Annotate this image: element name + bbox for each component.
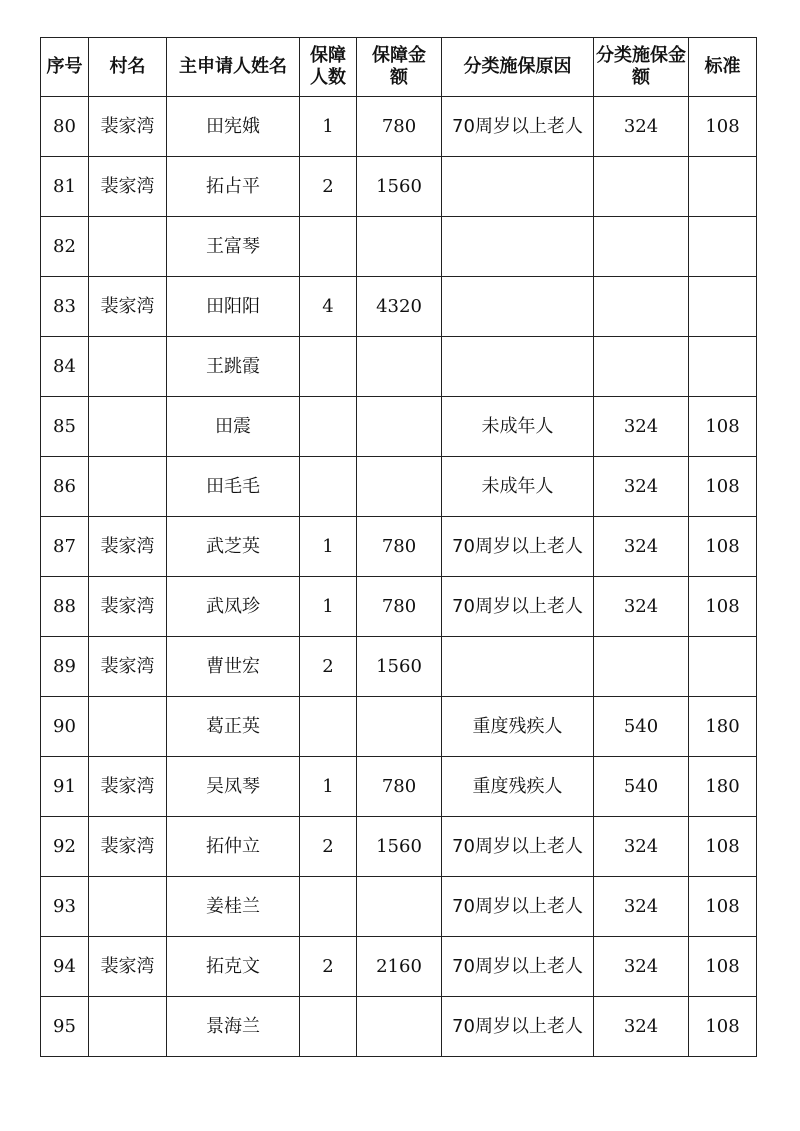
cell-amount [357,997,442,1057]
cell-village [89,697,167,757]
cell-reason [442,217,594,277]
cell-count: 1 [300,97,357,157]
cell-applicant-name: 田毛毛 [167,457,300,517]
table-header [41,38,757,97]
cell-applicant-name: 田阳阳 [167,277,300,337]
cell-count [300,877,357,937]
table-row [41,817,757,877]
cell-count: 1 [300,517,357,577]
cell-seq: 86 [41,457,89,517]
cell-class-amount: 324 [594,517,689,577]
cell-amount [357,217,442,277]
cell-amount [357,337,442,397]
cell-seq: 87 [41,517,89,577]
cell-applicant-name: 景海兰 [167,997,300,1057]
table-row [41,997,757,1057]
cell-amount: 1560 [357,157,442,217]
cell-class-amount [594,217,689,277]
cell-class-amount: 324 [594,817,689,877]
cell-village: 裴家湾 [89,577,167,637]
cell-amount [357,457,442,517]
cell-applicant-name: 吴凤琴 [167,757,300,817]
cell-count: 2 [300,157,357,217]
cell-seq: 93 [41,877,89,937]
cell-reason [442,157,594,217]
cell-standard: 108 [689,817,757,877]
cell-class-amount [594,277,689,337]
cell-reason: 70周岁以上老人 [442,937,594,997]
cell-count: 2 [300,817,357,877]
cell-seq: 82 [41,217,89,277]
cell-applicant-name: 拓仲立 [167,817,300,877]
cell-village [89,337,167,397]
cell-village: 裴家湾 [89,937,167,997]
cell-village [89,457,167,517]
table-row [41,397,757,457]
cell-class-amount: 324 [594,937,689,997]
cell-standard: 108 [689,877,757,937]
header-class-amount: 分类施保金额 [594,38,689,97]
assistance-table [40,37,757,1057]
cell-seq: 94 [41,937,89,997]
cell-count [300,397,357,457]
cell-reason: 70周岁以上老人 [442,877,594,937]
cell-count: 2 [300,937,357,997]
cell-standard [689,637,757,697]
cell-reason [442,337,594,397]
cell-amount [357,697,442,757]
cell-reason: 70周岁以上老人 [442,577,594,637]
table-row [41,757,757,817]
table-row [41,877,757,937]
cell-count: 1 [300,577,357,637]
table-row [41,97,757,157]
cell-standard [689,277,757,337]
table-row [41,517,757,577]
cell-reason: 重度残疾人 [442,697,594,757]
cell-applicant-name: 姜桂兰 [167,877,300,937]
cell-amount: 4320 [357,277,442,337]
cell-village [89,877,167,937]
cell-applicant-name: 王富琴 [167,217,300,277]
cell-class-amount [594,157,689,217]
cell-seq: 84 [41,337,89,397]
cell-standard: 108 [689,937,757,997]
header-amount: 保障金额 [357,38,442,97]
cell-count [300,457,357,517]
cell-village: 裴家湾 [89,817,167,877]
cell-seq: 88 [41,577,89,637]
cell-class-amount: 540 [594,757,689,817]
table-row [41,577,757,637]
header-standard: 标准 [689,38,757,97]
cell-applicant-name: 田震 [167,397,300,457]
cell-reason [442,637,594,697]
cell-class-amount: 324 [594,457,689,517]
cell-seq: 95 [41,997,89,1057]
table-row [41,277,757,337]
cell-seq: 89 [41,637,89,697]
cell-applicant-name: 武芝英 [167,517,300,577]
cell-count: 4 [300,277,357,337]
header-row [41,38,757,97]
cell-reason: 未成年人 [442,397,594,457]
cell-count: 1 [300,757,357,817]
cell-standard [689,337,757,397]
cell-applicant-name: 田宪娥 [167,97,300,157]
cell-standard: 108 [689,397,757,457]
cell-standard [689,217,757,277]
cell-applicant-name: 拓占平 [167,157,300,217]
cell-amount: 2160 [357,937,442,997]
cell-class-amount: 324 [594,997,689,1057]
cell-applicant-name: 王跳霞 [167,337,300,397]
cell-seq: 90 [41,697,89,757]
cell-class-amount: 324 [594,877,689,937]
table-row [41,697,757,757]
cell-village [89,217,167,277]
cell-village: 裴家湾 [89,517,167,577]
cell-village [89,997,167,1057]
cell-reason: 70周岁以上老人 [442,97,594,157]
table-row [41,457,757,517]
cell-standard: 108 [689,457,757,517]
cell-amount: 780 [357,757,442,817]
cell-amount: 780 [357,97,442,157]
header-village: 村名 [89,38,167,97]
header-seq: 序号 [41,38,89,97]
cell-class-amount [594,337,689,397]
cell-standard: 180 [689,697,757,757]
cell-village: 裴家湾 [89,637,167,697]
cell-class-amount: 324 [594,97,689,157]
cell-seq: 83 [41,277,89,337]
cell-standard: 108 [689,997,757,1057]
cell-standard: 180 [689,757,757,817]
cell-amount [357,397,442,457]
header-applicant: 主申请人姓名 [167,38,300,97]
cell-standard: 108 [689,97,757,157]
cell-count: 2 [300,637,357,697]
cell-count [300,217,357,277]
cell-seq: 81 [41,157,89,217]
cell-applicant-name: 拓克文 [167,937,300,997]
cell-reason: 70周岁以上老人 [442,817,594,877]
cell-reason: 重度残疾人 [442,757,594,817]
cell-standard: 108 [689,577,757,637]
cell-village [89,397,167,457]
cell-village: 裴家湾 [89,157,167,217]
cell-seq: 92 [41,817,89,877]
cell-class-amount: 324 [594,577,689,637]
cell-amount: 780 [357,577,442,637]
cell-count [300,997,357,1057]
cell-village: 裴家湾 [89,97,167,157]
cell-applicant-name: 葛正英 [167,697,300,757]
table-row [41,337,757,397]
cell-village: 裴家湾 [89,757,167,817]
cell-class-amount: 324 [594,397,689,457]
cell-amount: 780 [357,517,442,577]
cell-class-amount [594,637,689,697]
cell-applicant-name: 武凤珍 [167,577,300,637]
cell-amount: 1560 [357,637,442,697]
cell-village: 裴家湾 [89,277,167,337]
cell-reason: 70周岁以上老人 [442,517,594,577]
cell-count [300,697,357,757]
cell-reason: 70周岁以上老人 [442,997,594,1057]
cell-seq: 80 [41,97,89,157]
table-row [41,217,757,277]
header-count: 保障人数 [300,38,357,97]
table-row [41,157,757,217]
table-row [41,937,757,997]
cell-amount: 1560 [357,817,442,877]
cell-reason: 未成年人 [442,457,594,517]
cell-reason [442,277,594,337]
cell-standard [689,157,757,217]
table-row [41,637,757,697]
header-reason: 分类施保原因 [442,38,594,97]
cell-seq: 91 [41,757,89,817]
cell-class-amount: 540 [594,697,689,757]
cell-count [300,337,357,397]
cell-amount [357,877,442,937]
cell-seq: 85 [41,397,89,457]
cell-applicant-name: 曹世宏 [167,637,300,697]
cell-standard: 108 [689,517,757,577]
table-body [41,97,757,1057]
